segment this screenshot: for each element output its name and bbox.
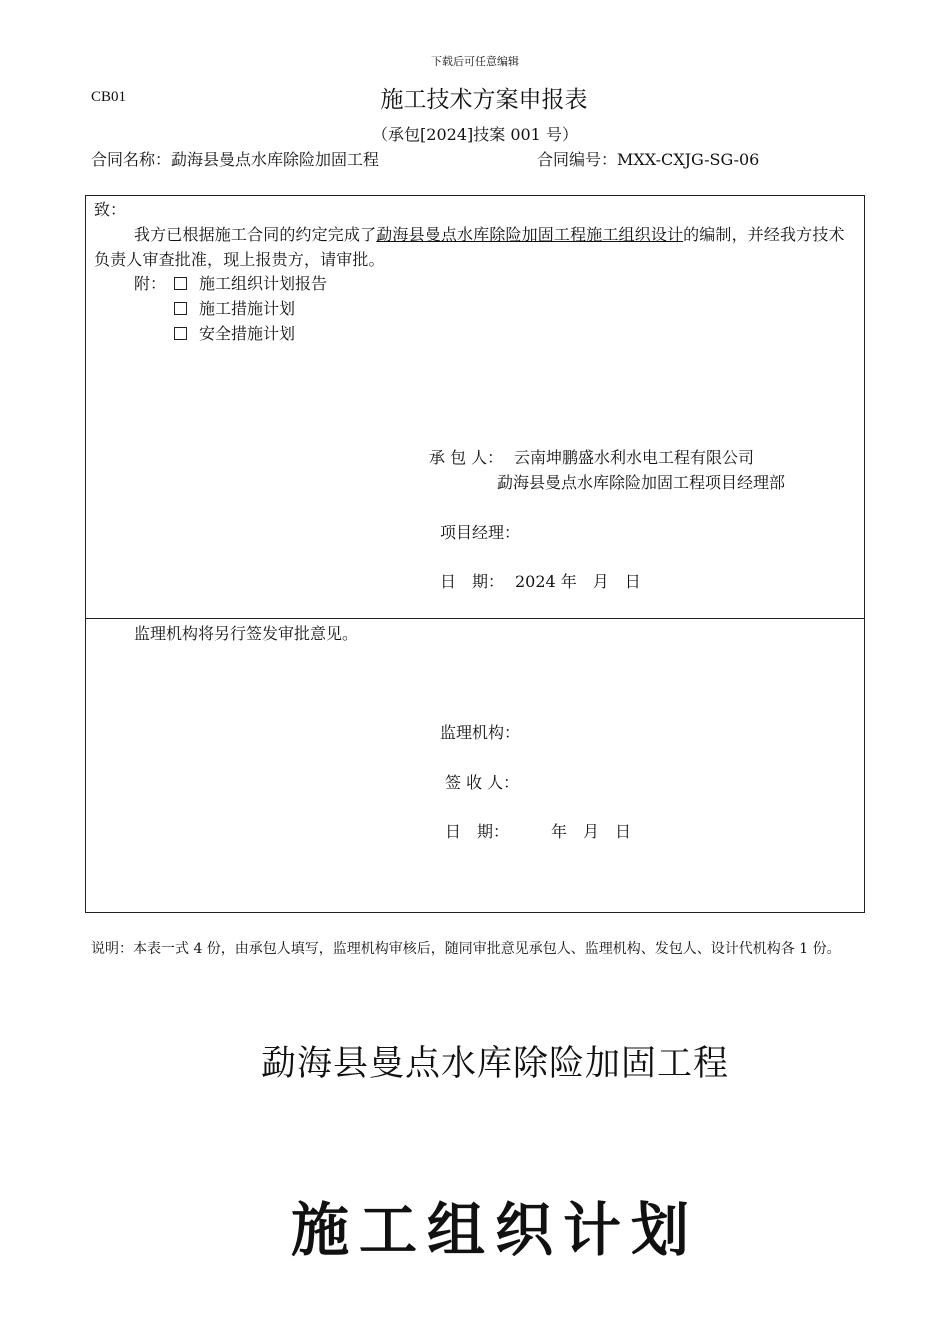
attachment-item[interactable]: [174, 322, 295, 346]
contractor-name: 云南坤鹏盛水利水电工程有限公司: [514, 448, 755, 467]
row-divider: [86, 618, 864, 619]
plan-title: 施工组织计划: [290, 1196, 699, 1264]
download-note: 下载后可任意编辑: [431, 55, 519, 68]
date-label: 日 期：: [445, 822, 510, 841]
project-manager-label: 项目经理：: [440, 523, 521, 542]
contract-name: 合同名称：勐海县曼点水库除险加固工程: [91, 150, 380, 169]
date-label: 日 期：: [440, 572, 505, 591]
document-name-underlined: 勐海县曼点水库除险加固工程施工组织设计: [376, 225, 684, 244]
paragraph-text-before: 我方已根据施工合同的约定完成了: [134, 225, 377, 244]
contractor-department: 勐海县曼点水库除险加固工程项目经理部: [497, 473, 786, 492]
form-code: CB01: [91, 89, 127, 105]
form-title: 施工技术方案申报表: [380, 87, 588, 113]
contract-number: 合同编号：MXX-CXJG-SG-06: [537, 150, 760, 169]
supervision-org-label: 监理机构：: [440, 723, 521, 742]
application-form-table: [85, 195, 865, 913]
attachment-label: 施工组织计划报告: [199, 274, 328, 293]
date-value: 2024 年 月 日: [515, 572, 641, 591]
checkbox-icon[interactable]: [174, 302, 187, 315]
receiver-label: 签 收 人：: [445, 773, 520, 792]
addressee-label: 致：: [94, 200, 127, 219]
reference-number: （承包[2024]技案 001 号）: [372, 125, 578, 144]
checkbox-icon[interactable]: [174, 277, 187, 290]
supervision-opinion: 监理机构将另行签发审批意见。: [134, 624, 359, 643]
attachment-label: 施工措施计划: [199, 299, 296, 318]
attachment-item[interactable]: [174, 272, 327, 296]
contractor-label: 承 包 人：: [429, 448, 504, 467]
attachments-label: 附：: [134, 274, 167, 293]
attachment-item[interactable]: [174, 297, 295, 321]
checkbox-icon[interactable]: [174, 327, 187, 340]
application-paragraph: [94, 222, 858, 272]
form-footnote: 说明：本表一式 4 份，由承包人填写，监理机构审核后，随同审批意见承包人、监理机构、发包人、设计代机构各 1 份。: [91, 941, 841, 957]
paragraph-text-after: 的编制，并经我方技术负责人审查批准，现上报贵方，请审批。: [94, 225, 845, 269]
project-title: 勐海县曼点水库除险加固工程: [260, 1044, 729, 1084]
attachment-label: 安全措施计划: [199, 324, 296, 343]
date-value: 年 月 日: [551, 822, 632, 841]
